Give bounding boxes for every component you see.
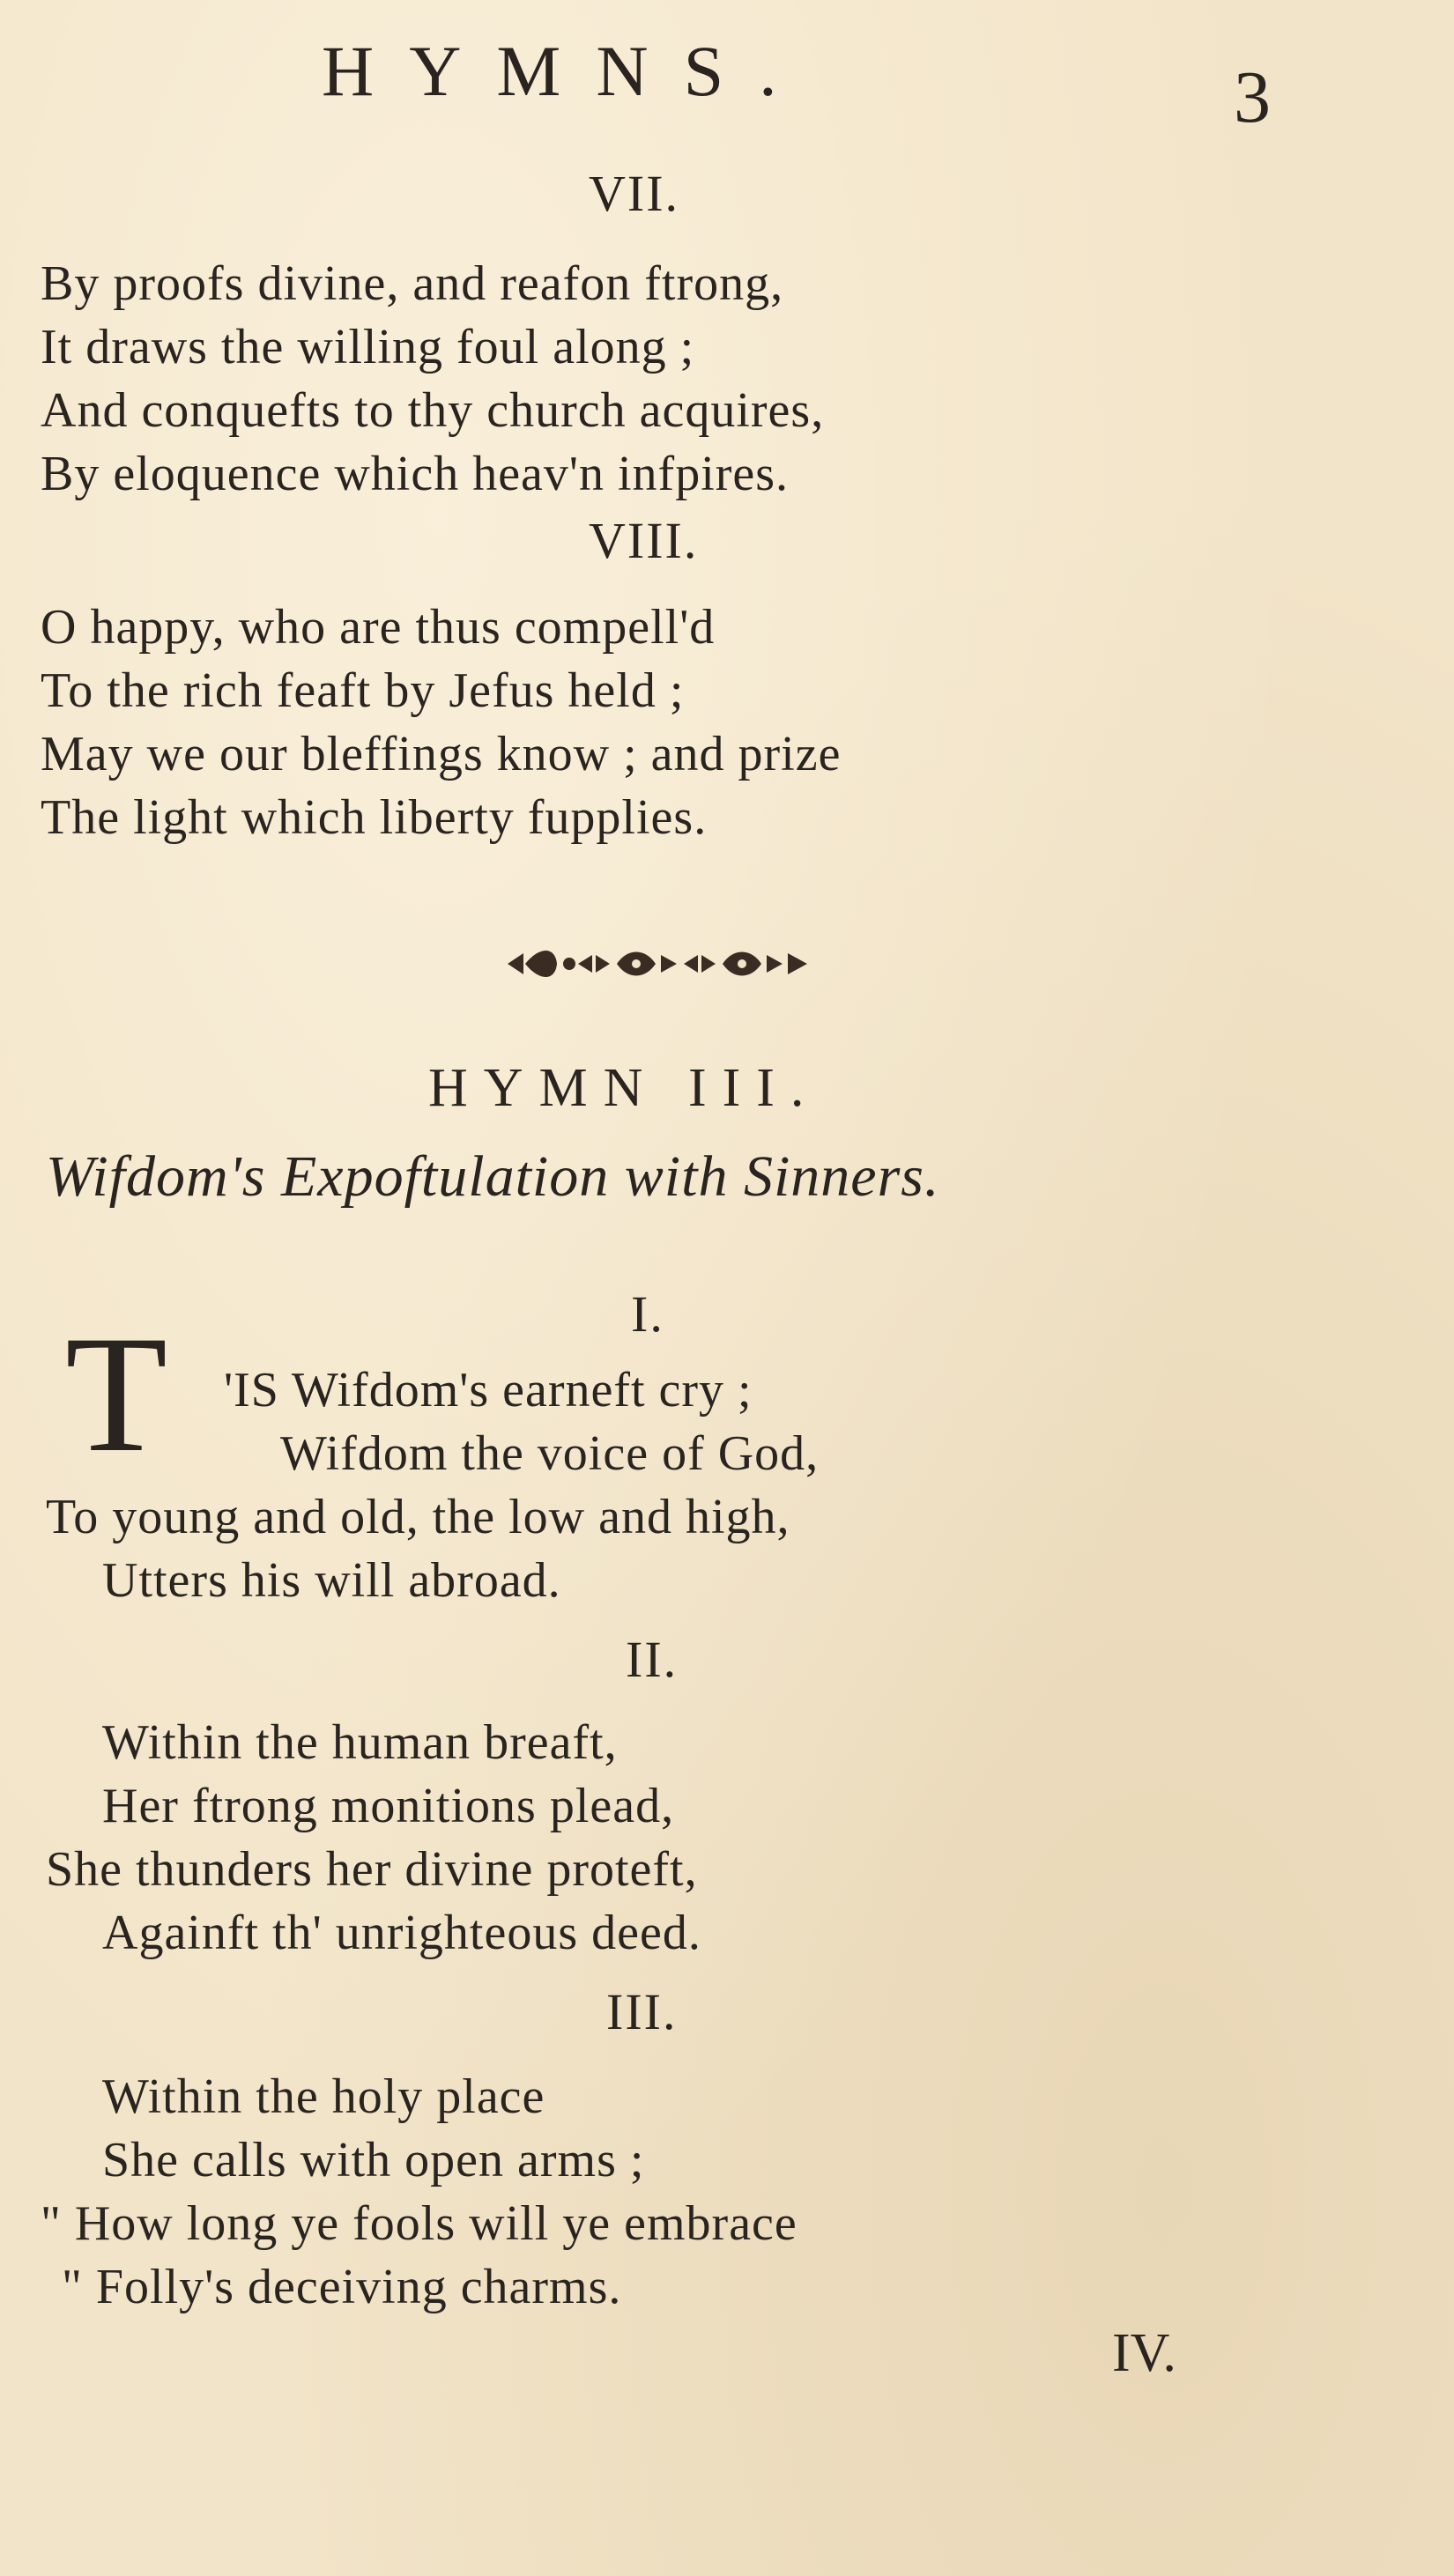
verse-line: To the rich feaft by Jefus held ; <box>41 663 685 718</box>
page-number: 3 <box>1234 56 1271 138</box>
verse-line: By proofs divine, and reafon ftrong, <box>41 256 784 311</box>
verse-line: To young and old, the low and high, <box>46 1490 790 1544</box>
stanza-numeral-viii: VIII. <box>589 512 699 569</box>
verse-line: " Folly's deceiving charms. <box>62 2260 622 2314</box>
stanza-numeral-iii: III. <box>606 1983 678 2040</box>
hymn-subtitle: Wifdom's Expoftulation with Sinners. <box>46 1144 940 1209</box>
verse-line: And conquefts to thy church acquires, <box>41 383 825 438</box>
verse-line: She thunders her divine proteft, <box>46 1842 698 1897</box>
verse-line: Her ftrong monitions plead, <box>102 1779 675 1833</box>
verse-line: Wifdom the voice of God, <box>280 1426 820 1481</box>
verse-line: Within the human breaft, <box>102 1715 618 1770</box>
verse-line: The light which liberty fupplies. <box>41 790 708 845</box>
stanza-numeral-vii: VII. <box>589 165 680 222</box>
running-title: HYMNS. <box>322 31 812 111</box>
catchword: IV. <box>1112 2323 1176 2383</box>
verse-line: By eloquence which heav'n infpires. <box>41 447 790 501</box>
verse-line: Againft th' unrighteous deed. <box>102 1906 701 1960</box>
verse-line: 'IS Wifdom's earneft cry ; <box>224 1363 753 1418</box>
verse-line: " How long ye fools will ye embrace <box>41 2196 797 2251</box>
hymn-heading: HYMN III. <box>428 1058 820 1118</box>
stanza-numeral-i: I. <box>631 1285 664 1343</box>
verse-line: Utters his will abroad. <box>102 1553 561 1608</box>
decorative-fleuron-icon <box>504 937 812 990</box>
verse-line: O happy, who are thus compell'd <box>41 600 716 655</box>
stanza-numeral-ii: II. <box>626 1631 679 1688</box>
verse-line: May we our bleffings know ; and prize <box>41 727 842 781</box>
verse-line: It draws the willing foul along ; <box>41 320 695 374</box>
verse-line: She calls with open arms ; <box>102 2133 645 2187</box>
verse-line: Within the holy place <box>102 2069 545 2124</box>
drop-cap: T <box>65 1302 168 1487</box>
